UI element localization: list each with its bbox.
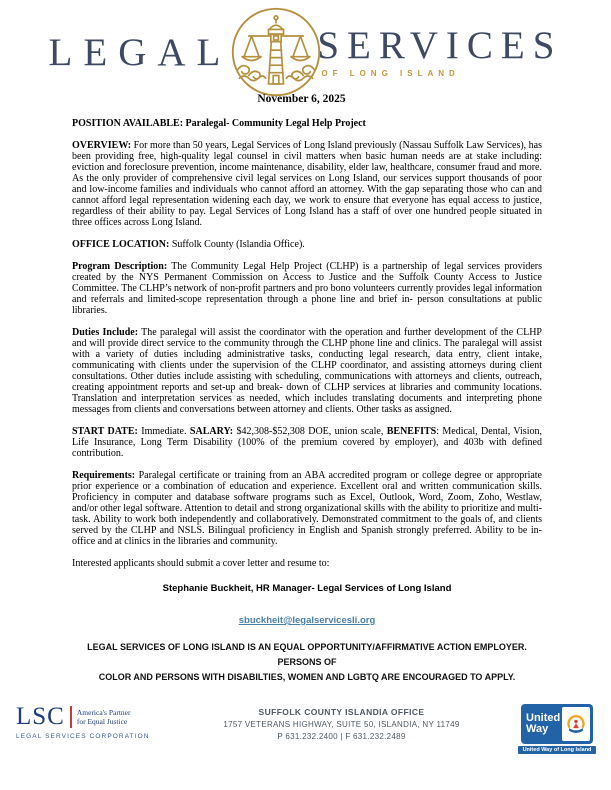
program-description-text: The Community Legal Help Project (CLHP) is a partnership of legal services providers created by the NYS Permanent Commission on Access to Justice and the Suffolk County Access to Justice Committee. The CLHP’s network of non-profit partners and pro bono volunteers currently provides legal information and referrals and limited-scope representation through a phone line and brief in- person consultations at public libraries. [72,261,543,316]
requirements-text: Paralegal certificate or training from an ABA accredited program or college degree or appropriate prior experience or a combination of education and experience. Excellent oral and written communication skills. Proficiency in computer and database software programs such as Excel, Outlook, Word, Zoom, Zoho, Westlaw, and/or other legal software. Attention to detail and strong organizational skills with the ability to prioritize and multi-task. Ability to work both independently and collaboratively. Demonstrated commitment to the goals of, and clients served by the CLHP and NSLS. Bilingual proficiency in English and Spanish strongly preferred. Ability to be in-office and at clinics in the libraries and community. [72,470,542,547]
lsc-tagline [77,708,131,726]
united-way-box [521,704,593,744]
lsc-logo-top [16,704,166,729]
benefits-label: BENEFITS [386,426,437,437]
united-way-logo [517,704,597,754]
program-description-label: Program Description: [72,261,168,272]
brand-word-legal: LEGAL [48,30,232,74]
united-way-emblem-icon [562,707,590,741]
office-phones: P 631.232.2400 | F 631.232.2489 [277,732,406,741]
document-date: November 6, 2025 [257,93,346,105]
brand-word-services: SERVICES [317,24,563,67]
start-date-label: START DATE: [72,426,138,437]
united-way-word1: United [526,712,561,724]
overview-text: For more than 50 years, Legal Services of Long Island previously (Nassau Suffolk Law Services), has been providing free, high-quality legal counsel in civil matters when basic human needs are at stake including: eviction and foreclosure prevention, income maintenance, disability, elder law, healthcare, consumer fraud and more. As the only provider of comprehensive civil legal services on Long Island, our services support thousands of poor and low-income families and individuals who cannot afford an attorney. With the gap separating those who can and cannot afford legal representation widening each day, we work to ensure that everyone has equal access to justice, regardless of their ability to pay. Legal Services of Long Island has a staff of over one hundred people situated in three offices across Long Island. [72,140,542,228]
contact-name-line: Stephanie Buckheit, HR Manager- Legal Services of Long Island [162,583,452,594]
overview-paragraph [72,140,542,228]
apply-instruction-line: Interested applicants should submit a cover letter and resume to: [72,558,330,569]
lighthouse-scales-logo-icon [229,5,323,99]
brand-services-block [317,26,562,78]
start-date-text: Immediate. [137,426,190,437]
letterhead [0,0,611,105]
position-available-text: POSITION AVAILABLE: Paralegal- Community Legal Help Project [72,118,366,129]
office-location-label: OFFICE LOCATION: [72,239,170,250]
posting-body [72,118,542,685]
office-address: 1757 VETERANS HIGHWAY, SUITE 50, ISLANDIA, NY 11749 [223,720,460,729]
brand-lockup [0,5,611,99]
overview-label: OVERVIEW: [72,140,132,151]
office-location-text: Suffolk County (Islandia Office). [169,239,305,250]
eeo-statement-line1: LEGAL SERVICES OF LONG ISLAND IS AN EQUAL OPPORTUNITY/AFFIRMATIVE ACTION EMPLOYER. PERSONS OF [87,642,527,667]
duties-label: Duties Include: [72,327,139,338]
program-description-paragraph [72,261,542,316]
benefits-text: : Medical, Dental, Vision, Life Insurance, Long Term Disability (100% of the premium covered by employer), and 403b with defined contribution. [72,426,542,459]
salary-label: SALARY: [189,426,234,437]
united-way-wordmark [524,707,562,741]
lsc-name: LEGAL SERVICES CORPORATION [16,733,150,740]
lsc-acronym: LSC [16,703,65,730]
contact-email-link[interactable]: sbuckheit@legalservicesli.org [238,615,376,626]
united-way-word2: Way [526,723,549,735]
office-location-line [72,239,542,250]
contact-email-row [72,610,542,628]
lsc-tagline-line1: America's Partner [76,707,131,717]
salary-benefits-paragraph [72,426,542,459]
office-title: SUFFOLK COUNTY ISLANDIA OFFICE [258,707,425,717]
requirements-paragraph [72,470,542,547]
requirements-label: Requirements: [72,470,136,481]
eeo-statement-line2: COLOR AND PERSONS WITH DISABILTIES, WOMEN AND LGBTQ ARE ENCOURAGED TO APPLY. [98,672,516,682]
eeo-statement [72,640,542,685]
page-footer [0,704,611,754]
brand-subtitle: OF LONG ISLAND [321,69,460,78]
office-address-block [223,704,459,741]
united-way-caption: United Way of Long Island [518,746,596,754]
duties-text: The paralegal will assist the coordinator with the operation and further development of the CLHP and will provide direct service to the community through the CLHP phone line and clinics. The paralegal will assist with a variety of duties including administrative tasks, conducting legal research, data entry, client intake, communicating with clients under the supervision of the CLHP coordinator, and assisting attorneys during client consultations. Other duties include assisting with scheduling, communications with attorneys and clients, outreach, creating appointment reports and set-up and break- down of CLHP services at libraries and community locations. Translation and interpretation services as needed, which includes translating documents and interpreting phone messages from clients and conversations between attorney and clients. Other tasks as assigned. [72,327,542,415]
duties-paragraph [72,327,542,415]
position-available-line [72,118,542,129]
lsc-tagline-line2: for Equal Justice [76,716,128,726]
lsc-logo [16,704,166,740]
lsc-divider [70,706,72,728]
salary-text: $42,308-$52,308 DOE, union scale, [233,426,387,437]
